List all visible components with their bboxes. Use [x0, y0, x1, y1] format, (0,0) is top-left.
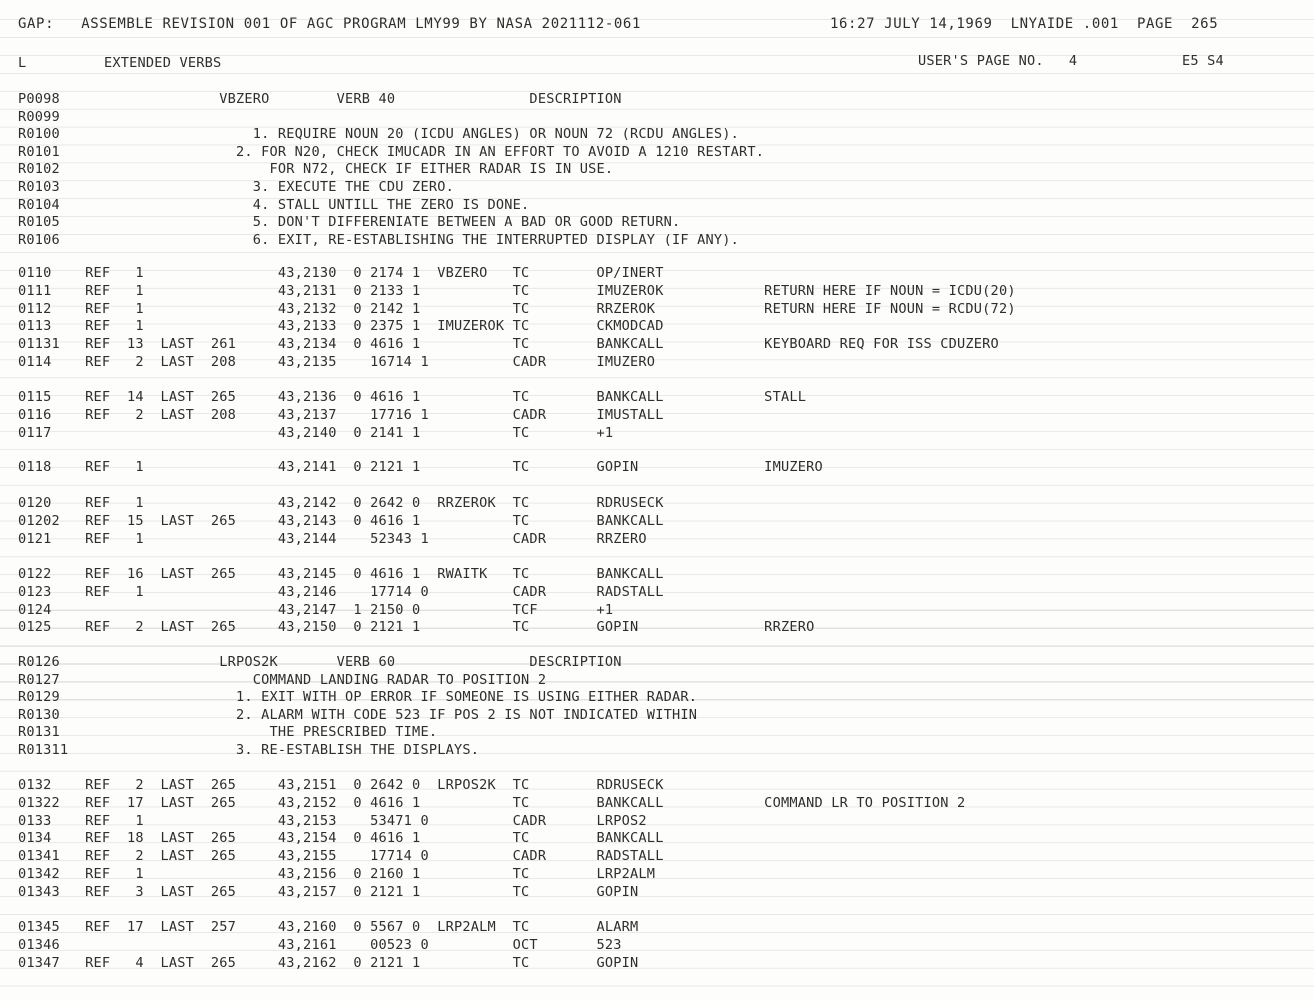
program-header: GAP: ASSEMBLE REVISION 001 OF AGC PROGRAM LMY99 BY NASA 2021112-061: [18, 16, 641, 32]
description-line: R01311 3. RE-ESTABLISH THE DISPLAYS.: [18, 742, 480, 758]
description-line: R0101 2. FOR N20, CHECK IMUCADR IN AN EFFORT TO AVOID A 1210 RESTART.: [18, 143, 765, 160]
section-title: EXTENDED VERBS: [104, 55, 222, 71]
listing-line: 01342 REF 1 43,2156 0 2160 1 TC LRP2ALM: [18, 866, 656, 882]
description-line: R0129 1. EXIT WITH OP ERROR IF SOMEONE IS USING EITHER RADAR.: [18, 689, 698, 706]
description-line: R0126 LRPOS2K VERB 60 DESCRIPTION: [18, 654, 622, 670]
listing-line: 0121 REF 1 43,2144 52343 1 CADR RRZERO: [18, 530, 647, 547]
listing-line: 0124 43,2147 1 2150 0 TCF +1: [18, 601, 614, 618]
section-code: L: [18, 55, 27, 71]
listing-line: 0133 REF 1 43,2153 53471 0 CADR LRPOS2: [18, 812, 647, 829]
user-page-number: USER'S PAGE NO. 4: [918, 53, 1078, 69]
listing-line: 0116 REF 2 LAST 208 43,2137 17716 1 CADR IMUSTALL: [18, 406, 664, 423]
date-page-header: 16:27 JULY 14,1969 LNYAIDE .001 PAGE 265: [830, 16, 1219, 32]
listing-line: 01322 REF 17 LAST 265 43,2152 0 4616 1 TC BANKCALL COMMAND LR TO POSITION 2: [18, 794, 966, 811]
listing-line: 0111 REF 1 43,2131 0 2133 1 TC IMUZEROK RETURN HERE IF NOUN = ICDU(20): [18, 282, 1016, 299]
description-line: P0098 VBZERO VERB 40 DESCRIPTION: [18, 91, 622, 107]
description-line: R0100 1. REQUIRE NOUN 20 (ICDU ANGLES) OR NOUN 72 (RCDU ANGLES).: [18, 126, 740, 143]
listing-line: 0120 REF 1 43,2142 0 2642 0 RRZEROK TC RDRUSECK: [18, 495, 664, 511]
listing-line: 01343 REF 3 LAST 265 43,2157 0 2121 1 TC GOPIN: [18, 883, 639, 900]
listing-line: 01347 REF 4 LAST 265 43,2162 0 2121 1 TC GOPIN: [18, 954, 639, 971]
listing-line: 0134 REF 18 LAST 265 43,2154 0 4616 1 TC BANKCALL: [18, 830, 664, 847]
description-line: R0127 COMMAND LANDING RADAR TO POSITION 2: [18, 671, 547, 688]
page-code: E5 S4: [1182, 53, 1224, 69]
listing-line: 0125 REF 2 LAST 265 43,2150 0 2121 1 TC GOPIN RRZERO: [18, 619, 815, 636]
listing-line: 0112 REF 1 43,2132 0 2142 1 TC RRZEROK RETURN HERE IF NOUN = RCDU(72): [18, 300, 1016, 317]
listing-line: 0122 REF 16 LAST 265 43,2145 0 4616 1 RWAITK TC BANKCALL: [18, 566, 664, 582]
listing-line: 0110 REF 1 43,2130 0 2174 1 VBZERO TC OP/INERT: [18, 265, 664, 281]
listing-line: 01345 REF 17 LAST 257 43,2160 0 5567 0 LRP2ALM TC ALARM: [18, 919, 639, 935]
listing-line: 0132 REF 2 LAST 265 43,2151 0 2642 0 LRPOS2K TC RDRUSECK: [18, 777, 664, 793]
description-line: R0102 FOR N72, CHECK IF EITHER RADAR IS IN USE.: [18, 161, 614, 178]
listing-line: 0117 43,2140 0 2141 1 TC +1: [18, 424, 614, 441]
listing-line: 01202 REF 15 LAST 265 43,2143 0 4616 1 TC BANKCALL: [18, 512, 664, 529]
description-line: R0099: [18, 108, 60, 125]
description-line: R0106 6. EXIT, RE-ESTABLISHING THE INTERRUPTED DISPLAY (IF ANY).: [18, 231, 740, 248]
listing-line: 0114 REF 2 LAST 208 43,2135 16714 1 CADR IMUZERO: [18, 354, 656, 370]
description-line: R0104 4. STALL UNTILL THE ZERO IS DONE.: [18, 196, 530, 213]
description-line: R0105 5. DON'T DIFFERENIATE BETWEEN A BAD OR GOOD RETURN.: [18, 214, 681, 231]
listing-line: 01131 REF 13 LAST 261 43,2134 0 4616 1 TC BANKCALL KEYBOARD REQ FOR ISS CDUZERO: [18, 336, 999, 353]
listing-line: 0115 REF 14 LAST 265 43,2136 0 4616 1 TC BANKCALL STALL: [18, 389, 807, 405]
description-line: R0103 3. EXECUTE THE CDU ZERO.: [18, 179, 454, 195]
listing-line: 0118 REF 1 43,2141 0 2121 1 TC GOPIN IMUZERO: [18, 459, 823, 475]
listing-line: 0123 REF 1 43,2146 17714 0 CADR RADSTALL: [18, 583, 664, 600]
listing-line: 01341 REF 2 LAST 265 43,2155 17714 0 CADR RADSTALL: [18, 848, 664, 865]
listing-line: 01346 43,2161 00523 0 OCT 523: [18, 936, 622, 953]
description-line: R0131 THE PRESCRIBED TIME.: [18, 724, 438, 741]
listing-line: 0113 REF 1 43,2133 0 2375 1 IMUZEROK TC CKMODCAD: [18, 318, 664, 335]
description-line: R0130 2. ALARM WITH CODE 523 IF POS 2 IS NOT INDICATED WITHIN: [18, 706, 698, 723]
